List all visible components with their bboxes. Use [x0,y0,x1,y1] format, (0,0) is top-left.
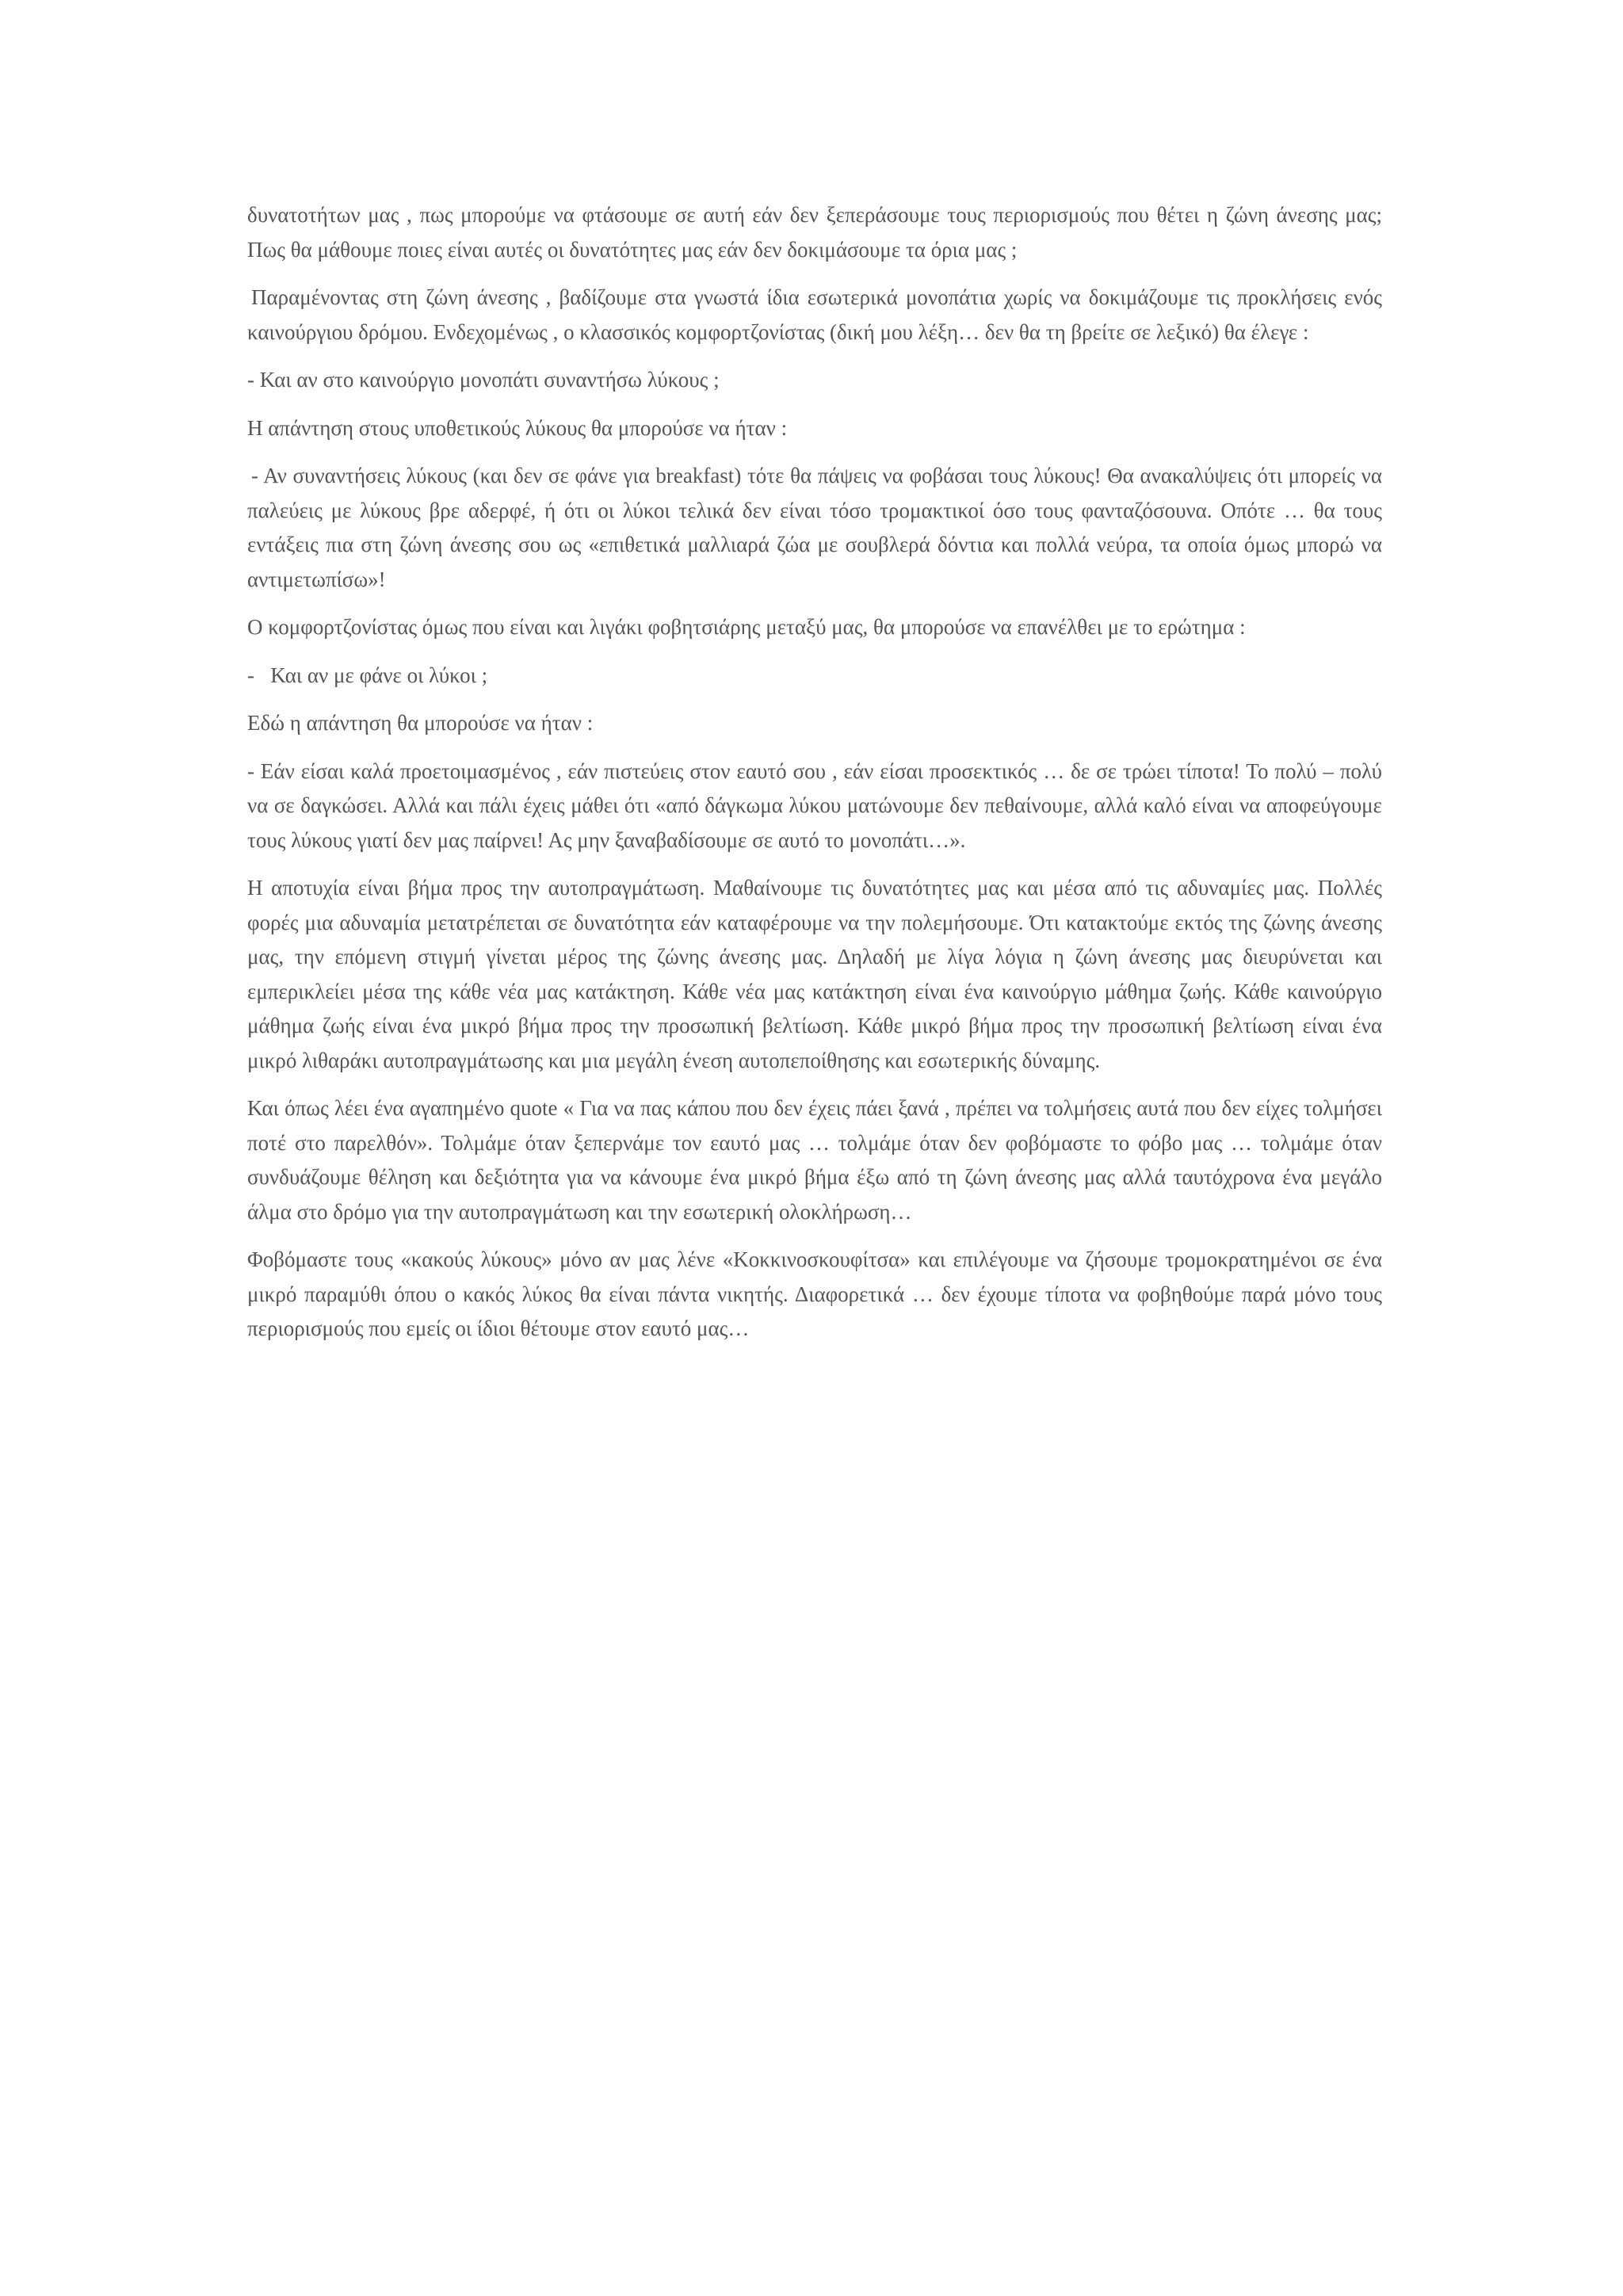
paragraph-11: Και όπως λέει ένα αγαπημένο quote « Για να πας κάπου που δεν έχεις πάει ξανά , πρέπει να τολμήσεις αυτά που δεν είχες τολμήσει ποτέ στο παρελθόν». Τολμάμε όταν ξεπερνάμε τον εαυτό μας … τολμάμε όταν δεν φοβόμαστε το φόβο μας … τολμάμε όταν συνδυάζουμε θέληση και δεξιότητα για να κάνουμε ένα μικρό βήμα έξω από τη ζώνη άνεσης μας αλλά ταυτόχρονα ένα μεγάλο άλμα στο δρόμο για την αυτοπραγμάτωση και την εσωτερική ολοκλήρωση… [247,1096,1382,1224]
paragraph-6: Ο κομφορτζονίστας όμως που είναι και λιγάκι φοβητσιάρης μεταξύ μας, θα μπορούσε να επανέλθει με το ερώτημα : [247,615,1246,639]
document-body [247,198,1382,1360]
paragraph-2: Παραμένοντας στη ζώνη άνεσης , βαδίζουμε στα γνωστά ίδια εσωτερικά μονοπάτια χωρίς να δοκιμάζουμε τις προκλήσεις ενός καινούργιου δρόμου. Ενδεχομένως , ο κλασσικός κομφορτζονίστας (δική μου λέξη… δεν θα τη βρείτε σε λεξικό) θα έλεγε : [247,285,1382,344]
paragraph-7: - Και αν με φάνε οι λύκοι ; [247,663,488,687]
paragraph-12: Φοβόμαστε τους «κακούς λύκους» μόνο αν μας λένε «Κοκκινοσκουφίτσα» και επιλέγουμε να ζήσουμε τρομοκρατημένοι σε ένα μικρό παραμύθι όπου ο κακός λύκος θα είναι πάντα νικητής. Διαφορετικά … δεν έχουμε τίποτα να φοβηθούμε παρά μόνο τους περιορισμούς που εμείς οι ίδιοι θέτουμε στον εαυτό μας… [247,1247,1382,1340]
paragraph-4: Η απάντηση στους υποθετικούς λύκους θα μπορούσε να ήταν : [247,415,788,440]
paragraph-8: Εδώ η απάντηση θα μπορούσε να ήταν : [247,711,594,735]
paragraph-5: - Αν συναντήσεις λύκους (και δεν σε φάνε για breakfast) τότε θα πάψεις να φοβάσαι τους λύκους! Θα ανακαλύψεις ότι μπορείς να παλεύεις με λύκους βρε αδερφέ, ή ότι οι λύκοι τελικά δεν είναι τόσο τρομακτικοί όσο τους φανταζόσουνα. Οπότε … θα τους εντάξεις πια στη ζώνη άνεσης σου ως «επιθετικά μαλλιαρά ζώα με σουβλερά δόντια και πολλά νεύρα, τα οποία όμως μπορώ να αντιμετωπίσω»! [247,464,1382,591]
paragraph-10: Η αποτυχία είναι βήμα προς την αυτοπραγμάτωση. Μαθαίνουμε τις δυνατότητες μας και μέσα από τις αδυναμίες μας. Πολλές φορές μια αδυναμία μετατρέπεται σε δυνατότητα εάν καταφέρουμε να την πολεμήσουμε. Ότι κατακτούμε εκτός της ζώνης άνεσης μας, την επόμενη στιγμή γίνεται μέρος της ζώνης άνεσης μας. Δηλαδή με λίγα λόγια η ζώνη άνεσης μας διευρύνεται και εμπερικλείει μέσα της κάθε νέα μας κατάκτηση. Κάθε νέα μας κατάκτηση είναι ένα καινούργιο μάθημα ζωής. Κάθε καινούργιο μάθημα ζωής είναι ένα μικρό βήμα προς την προσωπική βελτίωση. Κάθε μικρό βήμα προς την προσωπική βελτίωση είναι ένα μικρό λιθαράκι αυτοπραγμάτωσης και μια μεγάλη ένεση αυτοπεποίθησης και εσωτερικής δύναμης. [247,876,1382,1072]
paragraph-9: - Εάν είσαι καλά προετοιμασμένος , εάν πιστεύεις στον εαυτό σου , εάν είσαι προσεκτικός … δε σε τρώει τίποτα! Το πολύ – πολύ να σε δαγκώσει. Αλλά και πάλι έχεις μάθει ότι «από δάγκωμα λύκου ματώνουμε δεν πεθαίνουμε, αλλά καλό είναι να αποφεύγουμε τους λύκους γιατί δεν μας παίρνει! Ας μην ξαναβαδίσουμε σε αυτό το μονοπάτι…». [247,758,1382,852]
paragraph-3: - Και αν στο καινούργιο μονοπάτι συναντήσω λύκους ; [247,368,720,392]
paragraph-1: δυνατοτήτων μας , πως μπορούμε να φτάσουμε σε αυτή εάν δεν ξεπεράσουμε τους περιορισμούς που θέτει η ζώνη άνεσης μας; Πως θα μάθουμε ποιες είναι αυτές οι δυνατότητες μας εάν δεν δοκιμάσουμε τα όρια μας ; [247,203,1382,262]
